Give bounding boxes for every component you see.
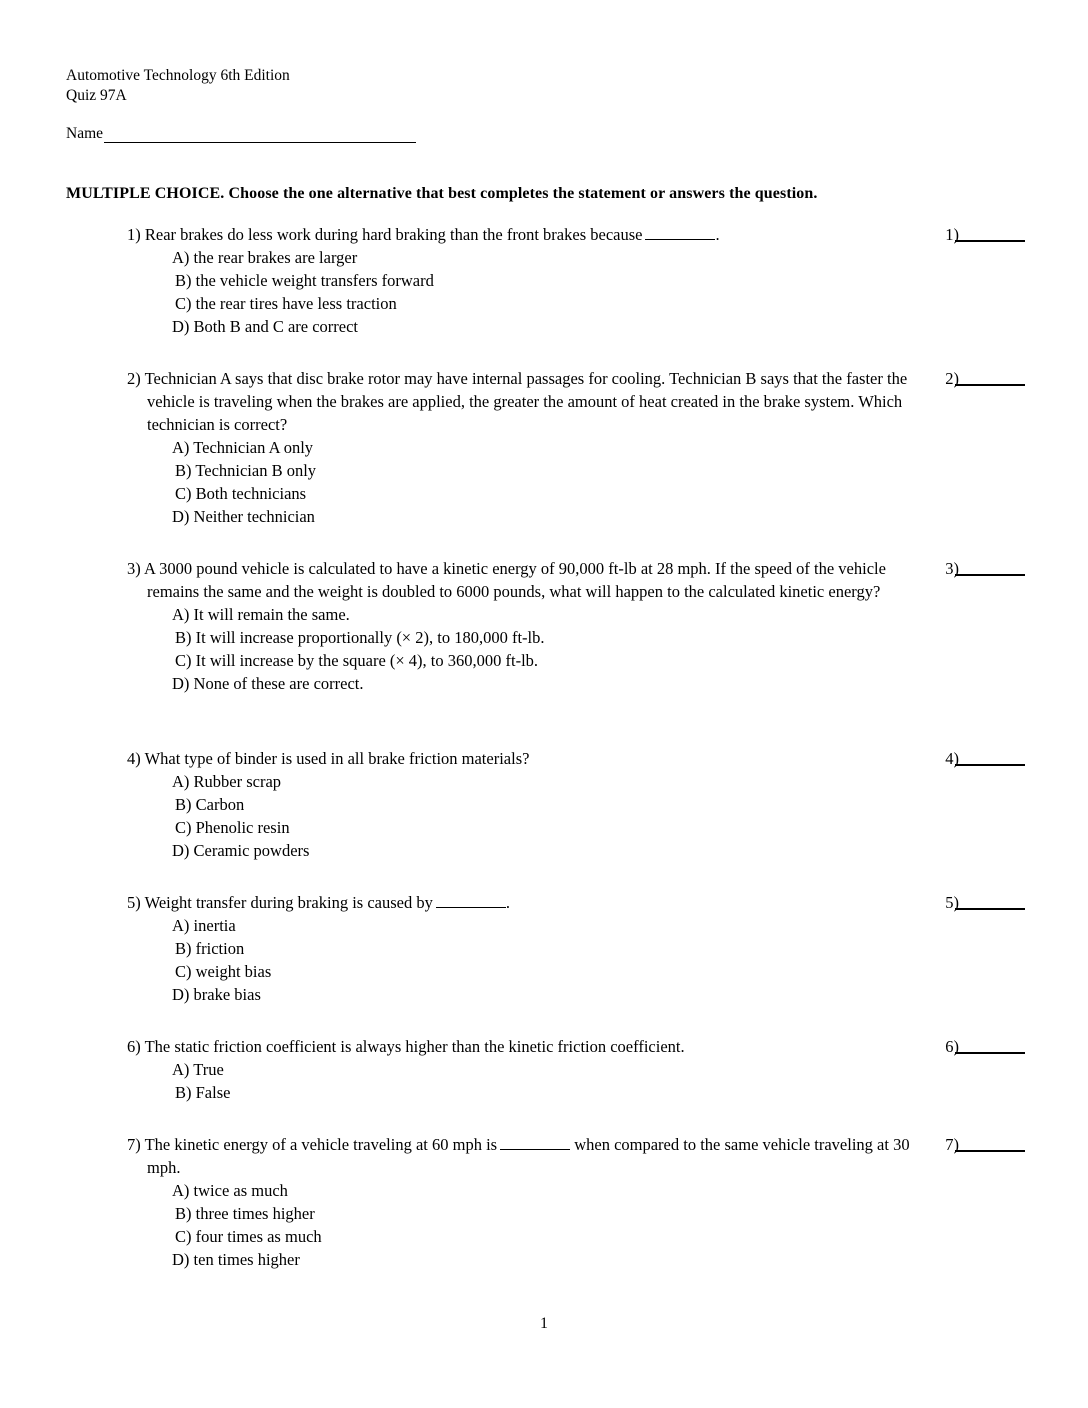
- choices-list: [127, 914, 1087, 1006]
- choice-b[interactable]: B) Carbon: [175, 795, 245, 814]
- question-6: [127, 1035, 1087, 1104]
- instructions: MULTIPLE CHOICE. Choose the one alternative that best completes the statement or answers the question.: [66, 185, 818, 202]
- choices-list: [127, 603, 1087, 695]
- choice-a[interactable]: A) It will remain the same.: [172, 605, 350, 624]
- answer-blank[interactable]: [955, 1150, 1025, 1152]
- choices-list: [127, 436, 1087, 528]
- question-4: [127, 747, 1087, 862]
- choice-a[interactable]: A) the rear brakes are larger: [172, 248, 358, 267]
- fill-blank: [500, 1135, 570, 1150]
- question-stem: 3) A 3000 pound vehicle is calculated to have a kinetic energy of 90,000 ft-lb at 28 mph. If the speed of the vehicle remains the same and the weight is doubled to 6000 pounds, what will happen to the calculated kinetic energy?: [127, 559, 886, 601]
- choice-b[interactable]: B) Technician B only: [175, 461, 317, 480]
- choice-b[interactable]: B) False: [175, 1083, 231, 1102]
- choice-d[interactable]: D) brake bias: [172, 985, 261, 1004]
- question-7: [127, 1133, 1087, 1271]
- choice-a[interactable]: A) inertia: [172, 916, 236, 935]
- answer-blank[interactable]: [955, 574, 1025, 576]
- choices-list: [127, 770, 1087, 862]
- choice-a[interactable]: A) True: [172, 1060, 224, 1079]
- answer-number: 4): [945, 749, 959, 768]
- choice-d[interactable]: D) Neither technician: [172, 507, 315, 526]
- question-stem: 5) Weight transfer during braking is caused by .: [127, 893, 510, 912]
- choice-a[interactable]: A) Technician A only: [172, 438, 314, 457]
- question-5: [127, 891, 1087, 1006]
- choice-c[interactable]: C) weight bias: [175, 962, 272, 981]
- question-1: [127, 223, 1087, 338]
- choice-d[interactable]: D) Both B and C are correct: [172, 317, 359, 336]
- choice-c[interactable]: C) four times as much: [175, 1227, 322, 1246]
- question-stem: 2) Technician A says that disc brake rotor may have internal passages for cooling. Technician B says that the faster the vehicle is traveling when the brakes are applied, the greater the amount of heat created in the brake system. Which technician is correct?: [127, 369, 908, 434]
- answer-number: 3): [945, 559, 959, 578]
- choice-c[interactable]: C) It will increase by the square (× 4), to 360,000 ft-lb.: [175, 651, 539, 670]
- question-stem: 4) What type of binder is used in all brake friction materials?: [127, 749, 530, 768]
- name-field-row: [66, 124, 416, 143]
- choice-b[interactable]: B) friction: [175, 939, 245, 958]
- quiz-label: Quiz 97A: [66, 87, 127, 104]
- choice-c[interactable]: C) Phenolic resin: [175, 818, 290, 837]
- name-blank-line[interactable]: [104, 124, 416, 143]
- choices-list: [127, 1058, 1087, 1104]
- name-label: Name: [66, 125, 104, 142]
- answer-blank[interactable]: [955, 384, 1025, 386]
- choice-c[interactable]: C) Both technicians: [175, 484, 307, 503]
- answer-blank[interactable]: [955, 764, 1025, 766]
- choice-d[interactable]: D) Ceramic powders: [172, 841, 310, 860]
- question-stem: 1) Rear brakes do less work during hard braking than the front brakes because .: [127, 225, 720, 244]
- answer-number: 7): [945, 1135, 959, 1154]
- answer-number: 6): [945, 1037, 959, 1056]
- answer-blank[interactable]: [955, 1052, 1025, 1054]
- choice-d[interactable]: D) ten times higher: [172, 1250, 300, 1269]
- answer-number: 5): [945, 893, 959, 912]
- fill-blank: [645, 225, 715, 240]
- document-title: Automotive Technology 6th Edition: [66, 67, 290, 84]
- choice-b[interactable]: B) the vehicle weight transfers forward: [175, 271, 434, 290]
- choice-b[interactable]: B) It will increase proportionally (× 2), to 180,000 ft-lb.: [175, 628, 545, 647]
- choice-a[interactable]: A) twice as much: [172, 1181, 288, 1200]
- page-number: 1: [540, 1315, 548, 1332]
- choice-a[interactable]: A) Rubber scrap: [172, 772, 282, 791]
- question-stem: 6) The static friction coefficient is always higher than the kinetic friction coefficient.: [127, 1037, 685, 1056]
- fill-blank: [436, 893, 506, 908]
- answer-number: 2): [945, 369, 959, 388]
- choice-c[interactable]: C) the rear tires have less traction: [175, 294, 397, 313]
- question-3: [127, 557, 1087, 695]
- answer-blank[interactable]: [955, 908, 1025, 910]
- choice-b[interactable]: B) three times higher: [175, 1204, 315, 1223]
- choice-d[interactable]: D) None of these are correct.: [172, 674, 364, 693]
- document-header: [66, 66, 290, 106]
- answer-number: 1): [945, 225, 959, 244]
- choices-list: [127, 246, 1087, 338]
- choices-list: [127, 1179, 1087, 1271]
- question-stem: 7) The kinetic energy of a vehicle traveling at 60 mph is when compared to the same vehicle traveling at 30 mph.: [127, 1135, 910, 1177]
- question-2: [127, 367, 1087, 528]
- answer-blank[interactable]: [955, 240, 1025, 242]
